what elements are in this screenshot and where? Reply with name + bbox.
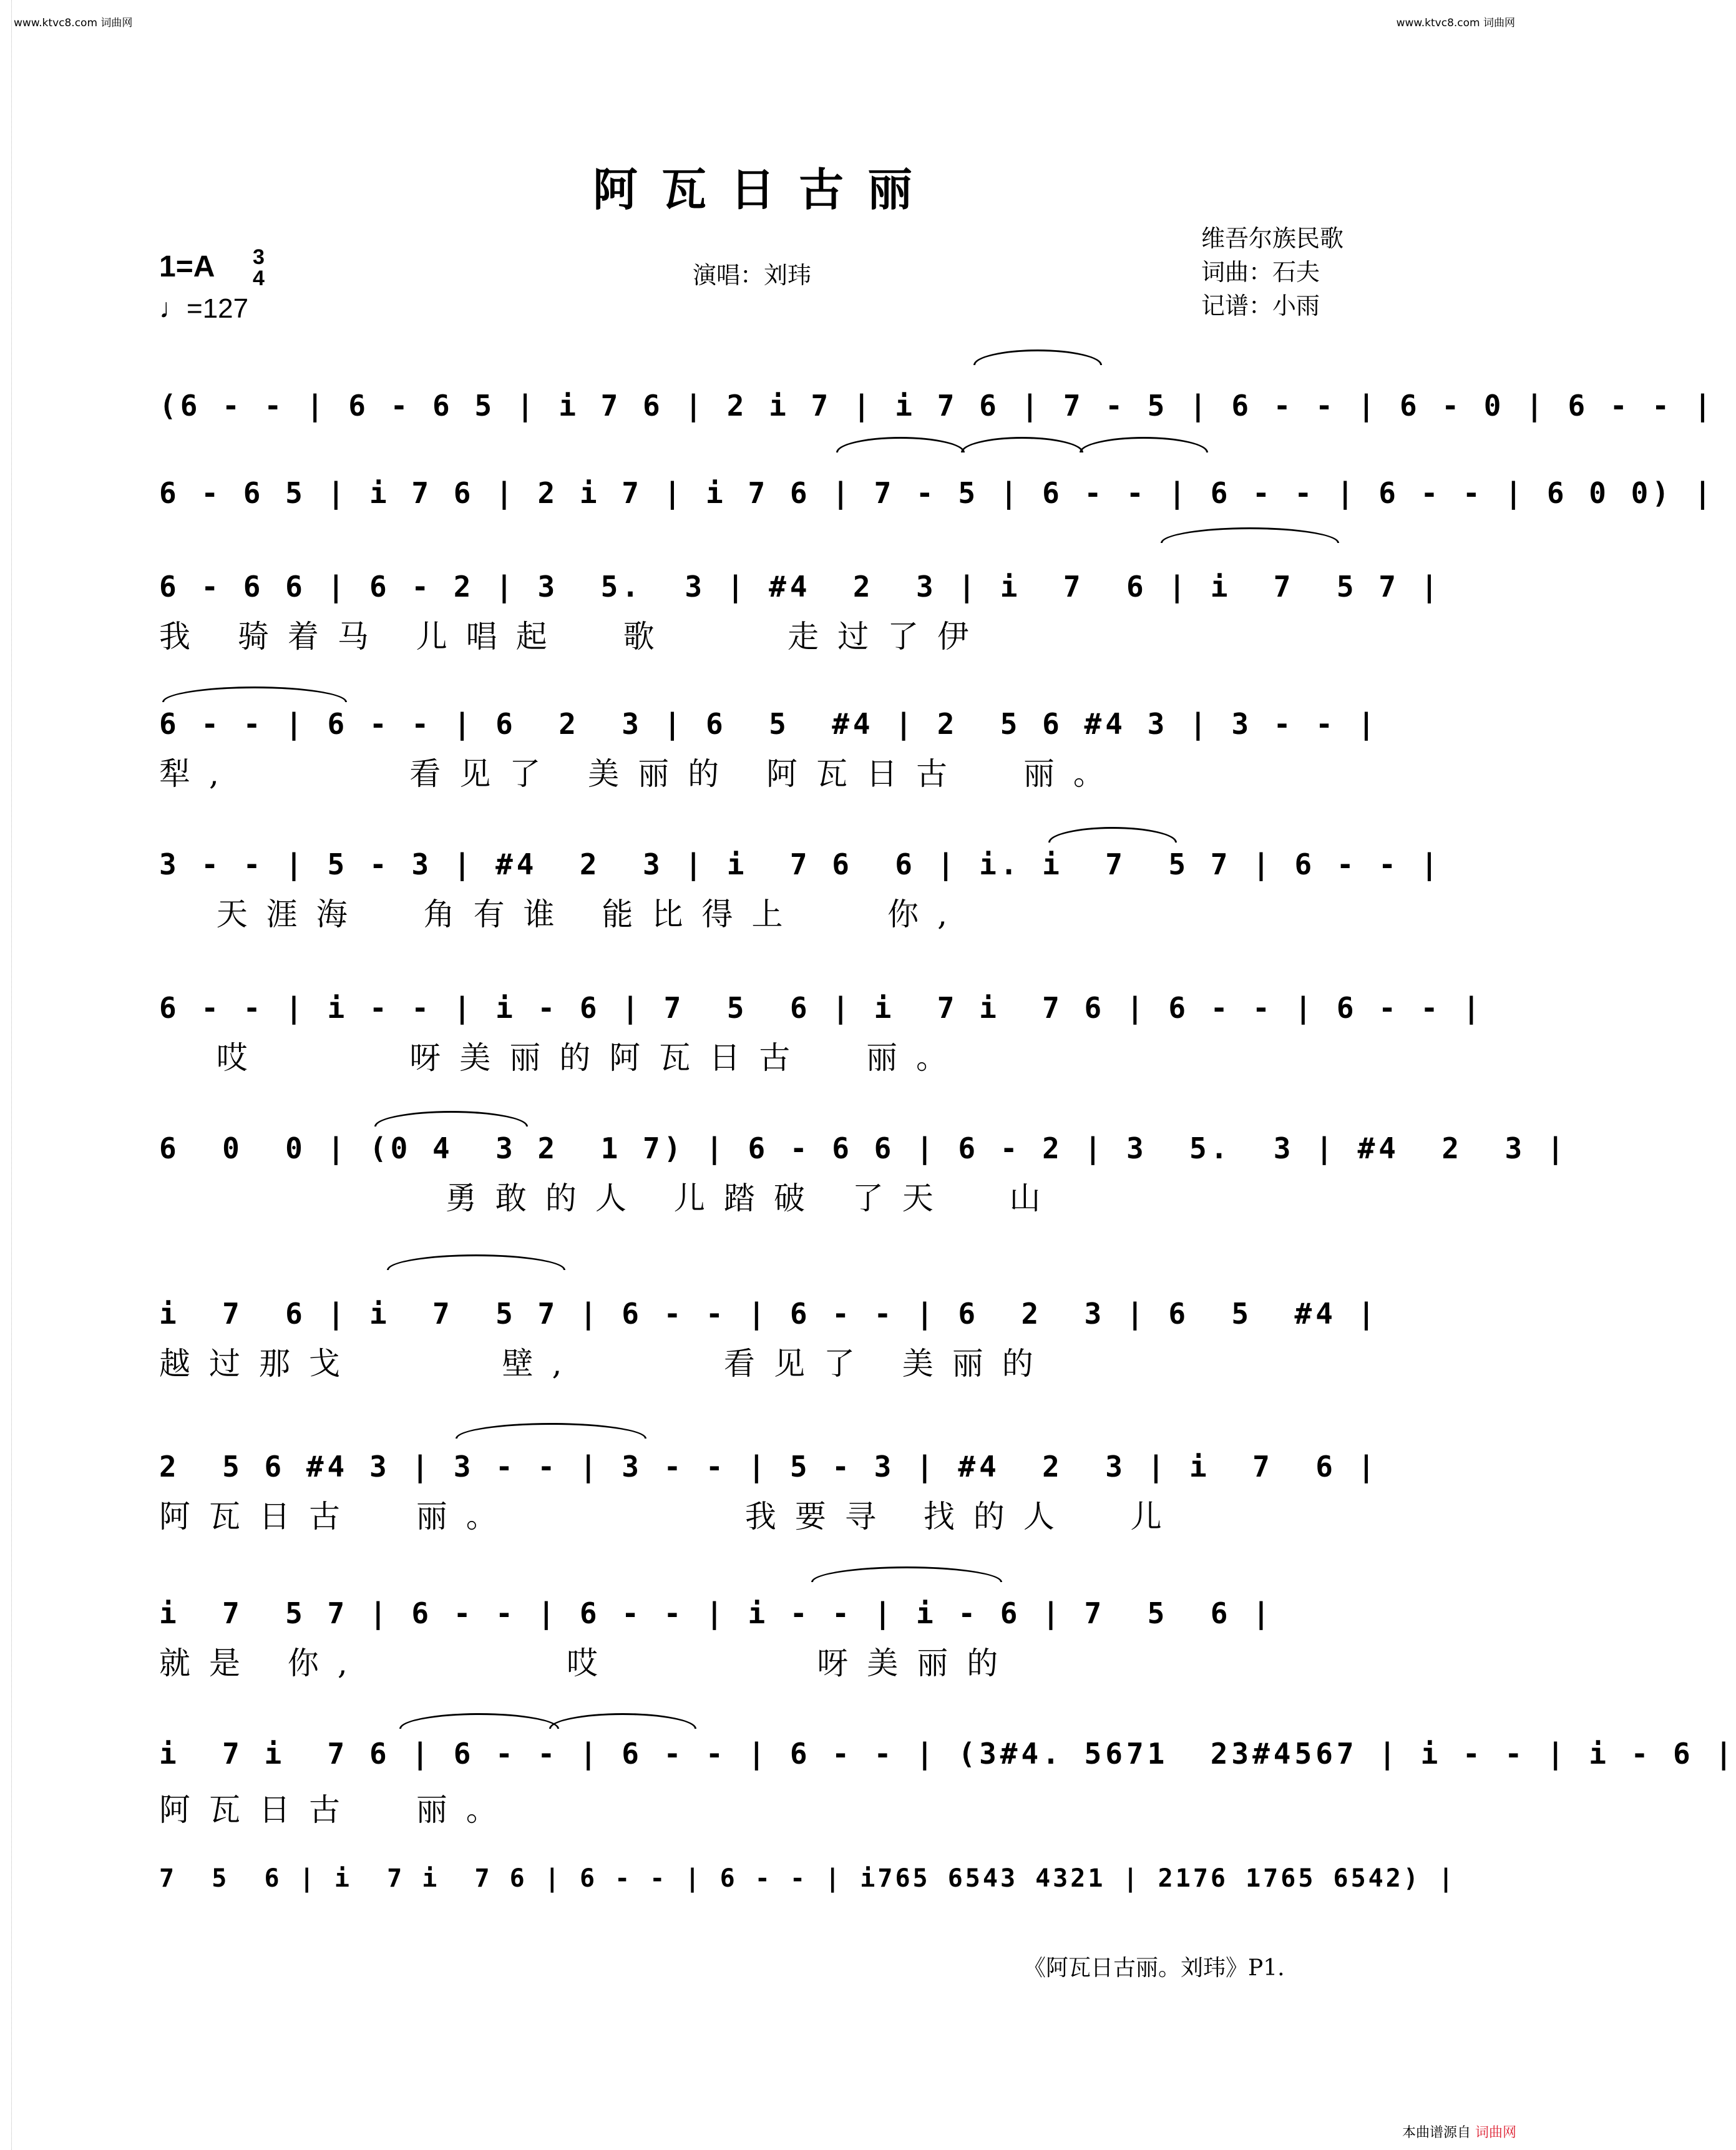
score-row-6 [159, 986, 1484, 1036]
music-line: 2 5 6 #4 3 | 3 - - | 3 - - | 5 - 3 | #4 2 3 | i 7 6 | [159, 1450, 1379, 1483]
score-row-11 [159, 1732, 1736, 1782]
slur [811, 1566, 1002, 1582]
score-row-5 [159, 843, 1442, 892]
music-line: 6 - - | i - - | i - 6 | 7 5 6 | i 7 i 7 6 | 6 - - | 6 - - | [159, 991, 1484, 1025]
time-signature [253, 247, 265, 289]
lyrics-line: 天涯海 角有谁 能比得上 你, [159, 896, 967, 932]
source-credit[interactable] [1402, 2122, 1516, 2141]
slur [1048, 827, 1177, 843]
lyrics-line: 就是 你, 哎 呀美丽的 [159, 1645, 1017, 1681]
music-line: 3 - - | 5 - 3 | #4 2 3 | i 7 6 6 | i. i 7 5 7 | 6 - - | [159, 848, 1442, 881]
credit-composer: 词曲：石夫 [1201, 258, 1320, 286]
slur [549, 1713, 696, 1729]
lyrics-line: 阿瓦日古 丽。 [159, 1792, 516, 1828]
score-row-4 [159, 702, 1379, 752]
score-row-10 [159, 1591, 1376, 1641]
source-credit-brand[interactable]: 词曲网 [1475, 2125, 1516, 2141]
site-header-left[interactable]: www.ktvc8.com 词曲网 [14, 17, 133, 29]
slur [1080, 437, 1208, 452]
slur [387, 1254, 565, 1270]
credit-origin: 维吾尔族民歌 [1201, 225, 1344, 252]
slur [961, 437, 1083, 452]
song-title: 阿瓦日古丽 [592, 163, 936, 216]
music-line: i 7 6 | i 7 5 7 | 6 - - | 6 - - | 6 2 3 | 6 5 #4 | [159, 1297, 1379, 1331]
music-line: 6 0 0 | (0 4 3 2 1 7) | 6 - 6 6 | 6 - 2 | 3 5. 3 | #4 2 3 | [159, 1131, 1568, 1165]
credit-transcriber: 记谱：小雨 [1201, 292, 1320, 320]
music-line: i 7 i 7 6 | 6 - - | 6 - - | 6 - - | (3#4. 5671 23#4567 | i - - | i - 6 | [159, 1737, 1736, 1771]
source-credit-text: 本曲谱源自 [1402, 2125, 1471, 2141]
time-signature-top: 3 [253, 245, 265, 269]
music-line: 7 5 6 | i 7 i 7 6 | 6 - - | 6 - - | i765 6543 4321 | 2176 1765 6542) | [159, 1864, 1456, 1893]
lyrics-line: 犁, 看见了 美丽的 阿瓦日古 丽。 [159, 756, 1123, 792]
slur [399, 1713, 559, 1729]
singer-credit: 演唱：刘玮 [693, 261, 812, 289]
score-row-1 [159, 384, 1715, 434]
lyrics-line: 哎 呀美丽的阿瓦日古 丽。 [159, 1040, 967, 1076]
lyrics-line: 勇敢的人 儿踏破 了天 山 [159, 1180, 1060, 1216]
score-row-2 [159, 471, 1715, 521]
music-line: 6 - 6 5 | i 7 6 | 2 i 7 | i 7 6 | 7 - 5 | 6 - - | 6 - - | 6 - - | 6 0 0) | [159, 476, 1715, 510]
lyrics-line: 阿瓦日古 丽。 我要寻 找的人 儿 [159, 1498, 1181, 1535]
music-line: (6 - - | 6 - 6 5 | i 7 6 | 2 i 7 | i 7 6 | 7 - 5 | 6 - - | 6 - 0 | 6 - - | [159, 389, 1715, 423]
slur [1161, 527, 1339, 543]
music-line: i 7 5 7 | 6 - - | 6 - - | i - - | i - 6 | 7 5 6 | [159, 1596, 1274, 1630]
slur [973, 349, 1102, 365]
score-row-12 [159, 1857, 1456, 1907]
time-signature-bottom: 4 [253, 266, 265, 290]
lyrics-line: 越过那戈 壁, 看见了 美丽的 [159, 1346, 1052, 1382]
key-signature: 1=A [159, 250, 215, 283]
music-line: 6 - 6 6 | 6 - 2 | 3 5. 3 | #4 2 3 | i 7 6 | i 7 5 7 | [159, 570, 1442, 603]
score-row-3 [159, 565, 1442, 615]
music-line: 6 - - | 6 - - | 6 2 3 | 6 5 #4 | 2 5 6 #4 3 | 3 - - | [159, 707, 1379, 741]
slur [836, 437, 965, 452]
lyrics-line: 我 骑着马 儿唱起 歌 走过了伊 [159, 618, 988, 655]
score-row-7 [159, 1126, 1568, 1176]
slur [162, 687, 347, 702]
page-footer: 《阿瓦日古丽。刘玮》P1. [1023, 1955, 1285, 1981]
score-row-8 [159, 1292, 1379, 1342]
tempo-marking: ♩=127 [159, 293, 249, 324]
score-row-9 [159, 1445, 1379, 1495]
page-margin-border [5, 0, 12, 2150]
slur [456, 1423, 646, 1439]
credits-block [1201, 222, 1343, 323]
slur [374, 1111, 528, 1126]
site-header-right[interactable]: www.ktvc8.com 词曲网 [1396, 17, 1515, 29]
